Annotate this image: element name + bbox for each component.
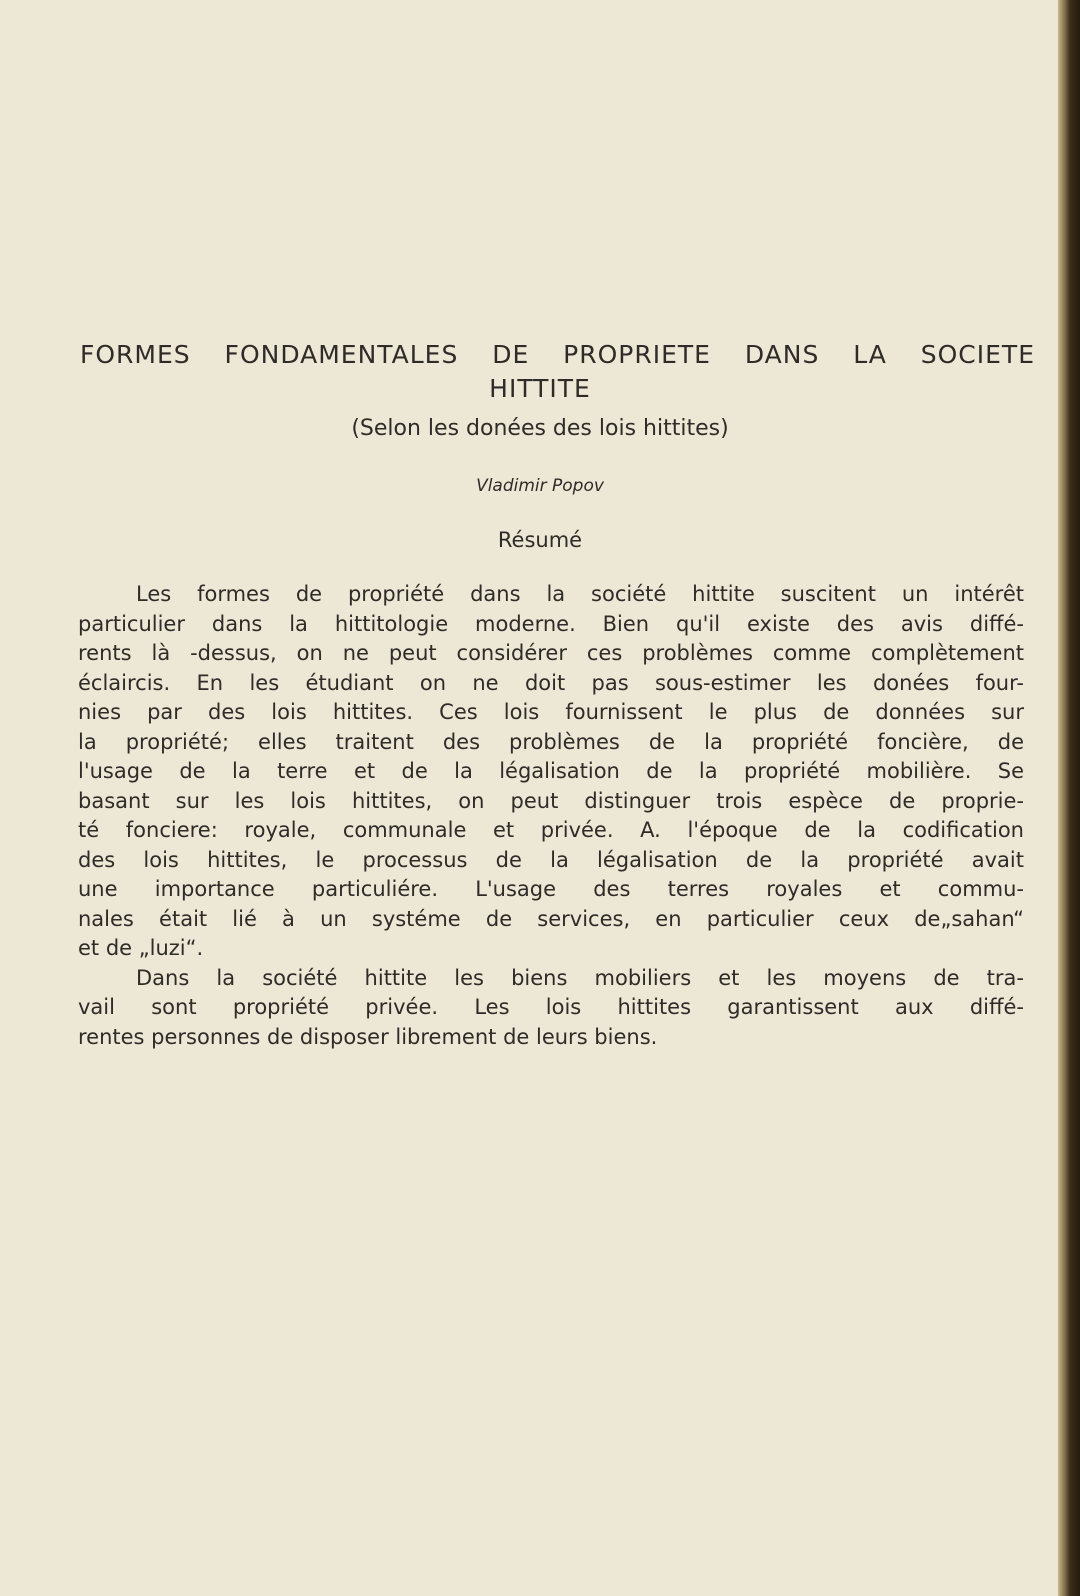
text-line: l'usage de la terre et de la légalisation de la propriété mobilière. Se [78, 759, 1024, 783]
article-title-line-1: FORMES FONDAMENTALES DE PROPRIETE DANS LA SOCIETE [80, 340, 1035, 369]
text-line: té fonciere: royale, communale et privée. A. l'époque de la codification [78, 818, 1024, 842]
text-line: Dans la société hittite les biens mobiliers et les moyens de tra- [136, 965, 1024, 990]
text-line: rents là -dessus, on ne peut considérer ces problèmes comme complètement [78, 641, 1024, 665]
author-name: Vladimir Popov [476, 476, 604, 496]
paragraph-2 [78, 964, 1024, 1053]
text-line: une importance particuliére. L'usage des terres royales et commu- [78, 877, 1024, 901]
text-line: Les formes de propriété dans la société hittite suscitent un intérêt [136, 582, 1024, 606]
text-line: vail sont propriété privée. Les lois hittites garantissent aux diffé- [78, 995, 1024, 1019]
text-line: nies par des lois hittites. Ces lois fournissent le plus de données sur [78, 700, 1024, 724]
text-line: particulier dans la hittitologie moderne. Bien qu'il existe des avis diffé- [78, 611, 1024, 636]
article-subtitle: (Selon les donées des lois hittites) [351, 416, 729, 441]
text-line: basant sur les lois hittites, on peut distinguer trois espèce de proprie- [78, 788, 1024, 813]
text-line: des lois hittites, le processus de la légalisation de la propriété avait [78, 847, 1024, 872]
text-line: éclaircis. En les étudiant on ne doit pas sous-estimer les donées four- [78, 670, 1024, 695]
text-line: nales était lié à un systéme de services, en particulier ceux de„sahan“ [78, 906, 1024, 931]
article-title-line-2: HITTITE [489, 374, 591, 403]
text-line: la propriété; elles traitent des problèmes de la propriété foncière, de [78, 729, 1024, 754]
summary-heading: Résumé [497, 528, 583, 552]
paragraph-1 [78, 580, 1024, 964]
text-line: rentes personnes de disposer librement de leurs biens. [78, 1024, 658, 1049]
text-line: et de „luzi“. [78, 936, 204, 960]
summary-body [78, 580, 1024, 1052]
